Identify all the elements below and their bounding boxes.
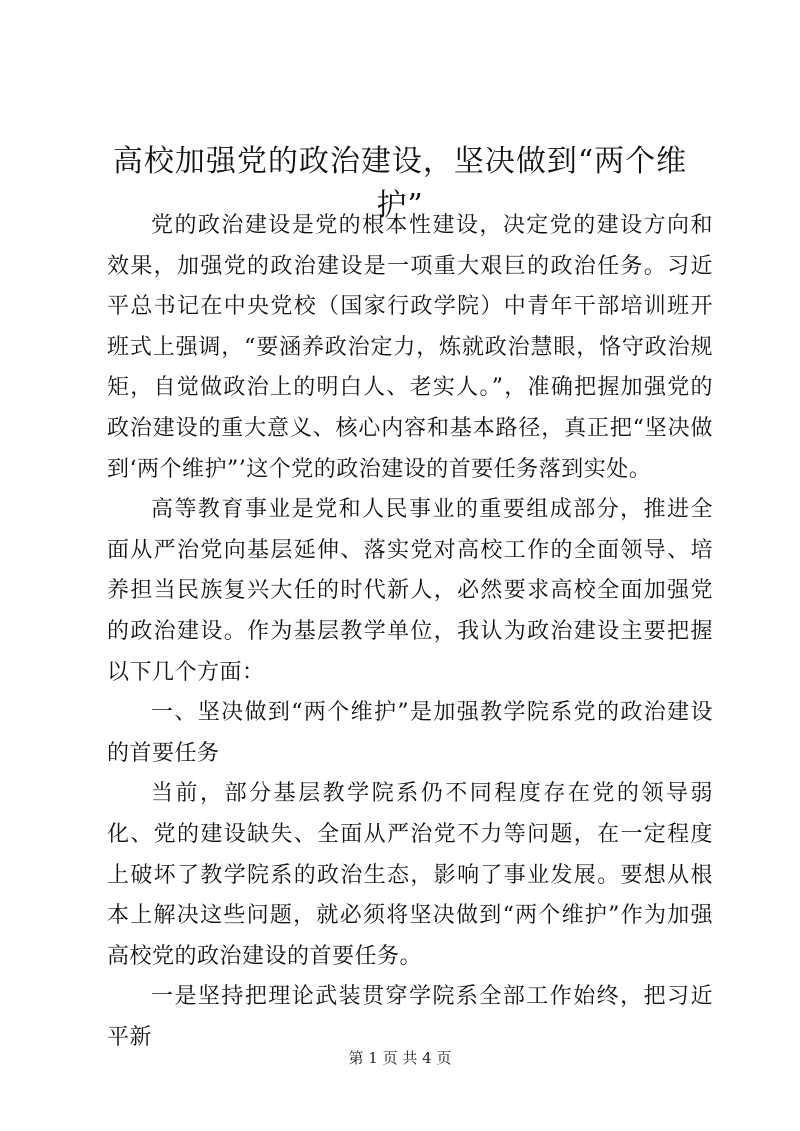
paragraph: 一是坚持把理论武装贯穿学院系全部工作始终，把习近平新 (107, 984, 713, 1050)
paragraph: 当前，部分基层教学院系仍不同程度存在党的领导弱化、党的建设缺失、全面从严治党不力等问题，在一定程度上破坏了教学院系的政治生态，影响了事业发展。要想从根本上解决这些问题，就必须将坚决做到“两个维护”作为加强高校党的政治建设的首要任务。 (107, 781, 713, 969)
section-heading: 一、坚决做到“两个维护”是加强教学院系党的政治建设的首要任务 (107, 700, 713, 766)
paragraph: 高等教育事业是党和人民事业的重要组成部分，推进全面从严治党向基层延伸、落实党对高校工作的全面领导、培养担当民族复兴大任的时代新人，必然要求高校全面加强党的政治建设。作为基层教学单位，我认为政治建设主要把握以下几个方面： (107, 497, 713, 685)
page-footer: 第 1 页 共 4 页 (348, 1049, 452, 1067)
paragraph: 党的政治建设是党的根本性建设，决定党的建设方向和效果，加强党的政治建设是一项重大艰巨的政治任务。习近平总书记在中央党校（国家行政学院）中青年干部培训班开班式上强调，“要涵养政治定力，炼就政治慧眼，恪守政治规矩，自觉做政治上的明白人、老实人。”，准确把握加强党的政治建设的重大意义、核心内容和基本路径，真正把“坚决做到‘两个维护”’这个党的政治建设的首要任务落到实处。 (107, 213, 713, 482)
document-title: 高校加强党的政治建设，坚决做到“两个维护” (112, 144, 688, 223)
document-body (107, 206, 713, 1058)
